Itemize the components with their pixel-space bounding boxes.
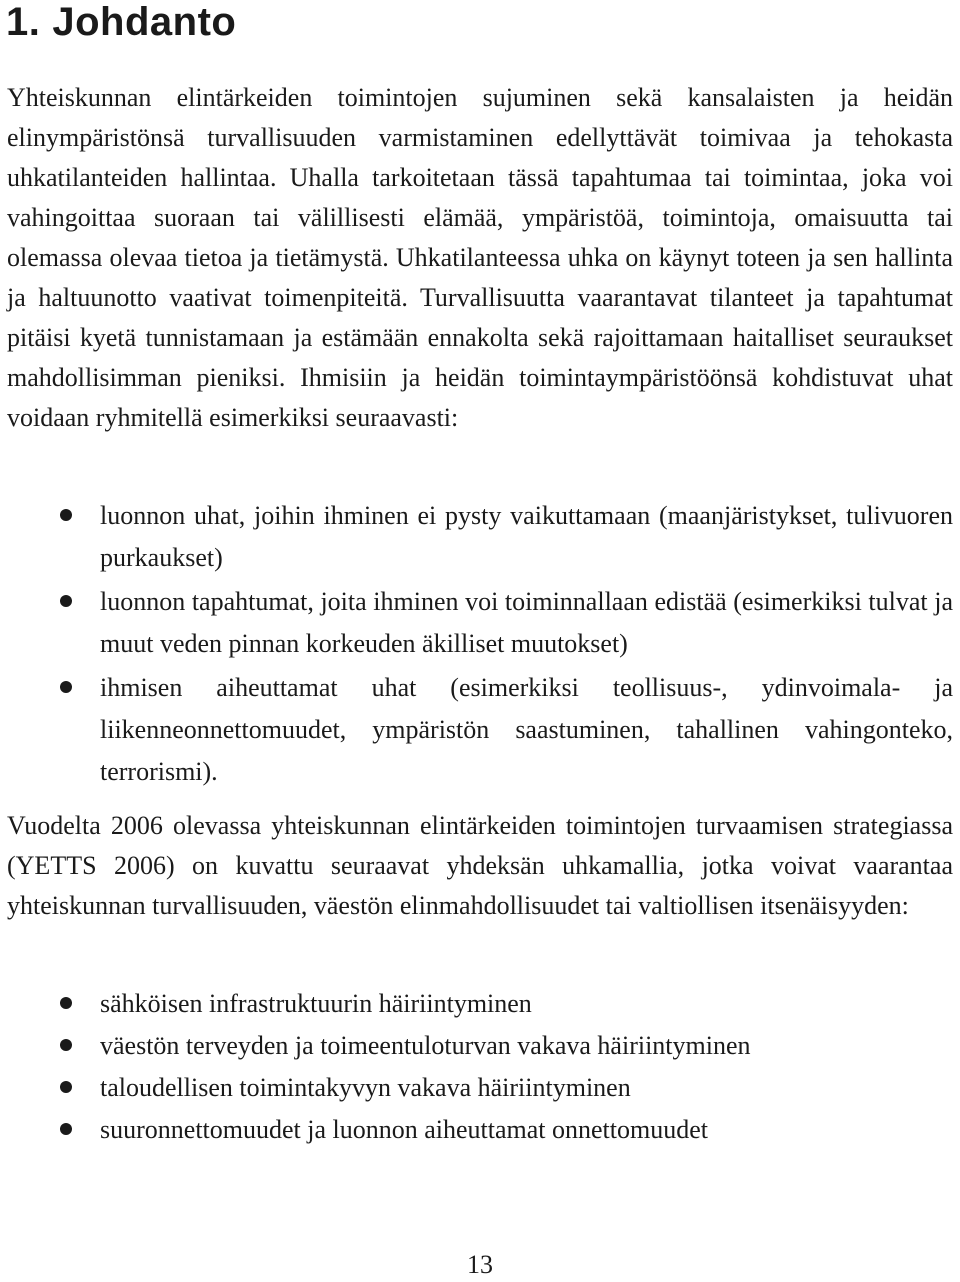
threat-model-list [0,983,953,1151]
list-item [0,1025,953,1067]
bullet-icon [60,681,72,693]
strategy-paragraph: Vuodelta 2006 olevassa yhteiskunnan elintärkeiden toimintojen turvaamisen strategiassa (YETTS 2006) on kuvattu seuraavat yhdeksän uhkamallia, jotka voivat vaarantaa yhteiskunnan turvallisuuden, väestön elinmahdollisuudet tai valtiollisen itsenäisyyden: [7,811,953,920]
section-heading [6,0,236,44]
list-item [0,495,953,579]
list-item [0,581,953,665]
bullet-icon [60,997,72,1009]
page-number: 13 [467,1250,493,1279]
list-item [0,667,953,793]
list-item-text: suuronnettomuudet ja luonnon aiheuttamat onnettomuudet [100,1115,708,1144]
bullet-icon [60,1039,72,1051]
list-item-text: väestön terveyden ja toimeentuloturvan vakava häiriintyminen [100,1031,751,1060]
bullet-icon [60,1123,72,1135]
section-title: Johdanto [52,0,237,44]
section-number: 1. [6,0,41,44]
list-item [0,1109,953,1151]
intro-paragraph: Yhteiskunnan elintärkeiden toimintojen sujuminen sekä kansalaisten ja heidän elinympäristönsä turvallisuuden varmistaminen edellyttävät toimivaa ja tehokasta uhkatilanteiden hallintaa. Uhalla tarkoitetaan tässä tapahtumaa tai toimintaa, joka voi vahingoittaa suoraan tai välillisesti elämää, ympäristöä, toimintoja, omaisuutta tai olemassa olevaa tietoa ja tietämystä. Uhkatilanteessa uhka on käynyt toteen ja sen hallinta ja haltuunotto vaativat toimenpiteitä. Turvallisuutta vaarantavat tilanteet ja tapahtumat pitäisi kyetä tunnistamaan ja estämään ennakolta sekä rajoittamaan haitalliset seuraukset mahdollisimman pieniksi. Ihmisiin ja heidän toimintaympäristöönsä kohdistuvat uhat voidaan ryhmitellä esimerkiksi seuraavasti: [7,83,953,432]
list-item-text: taloudellisen toimintakyvyn vakava häiriintyminen [100,1073,631,1102]
list-item-text: ihmisen aiheuttamat uhat (esimerkiksi teollisuus-, ydinvoimala- ja liikenneonnettomuudet, ympäristön saastuminen, tahallinen vahingonteko, terrorismi). [100,673,953,786]
list-item [0,1067,953,1109]
list-item-text: luonnon uhat, joihin ihminen ei pysty vaikuttamaan (maanjäristykset, tulivuoren purkaukset) [100,501,953,572]
list-item-text: luonnon tapahtumat, joita ihminen voi toiminnallaan edistää (esimerkiksi tulvat ja muut veden pinnan korkeuden äkilliset muutokset) [100,587,953,658]
threat-group-list [0,495,953,795]
bullet-icon [60,1081,72,1093]
list-item-text: sähköisen infrastruktuurin häiriintyminen [100,989,532,1018]
list-item [0,983,953,1025]
bullet-icon [60,595,72,607]
bullet-icon [60,509,72,521]
